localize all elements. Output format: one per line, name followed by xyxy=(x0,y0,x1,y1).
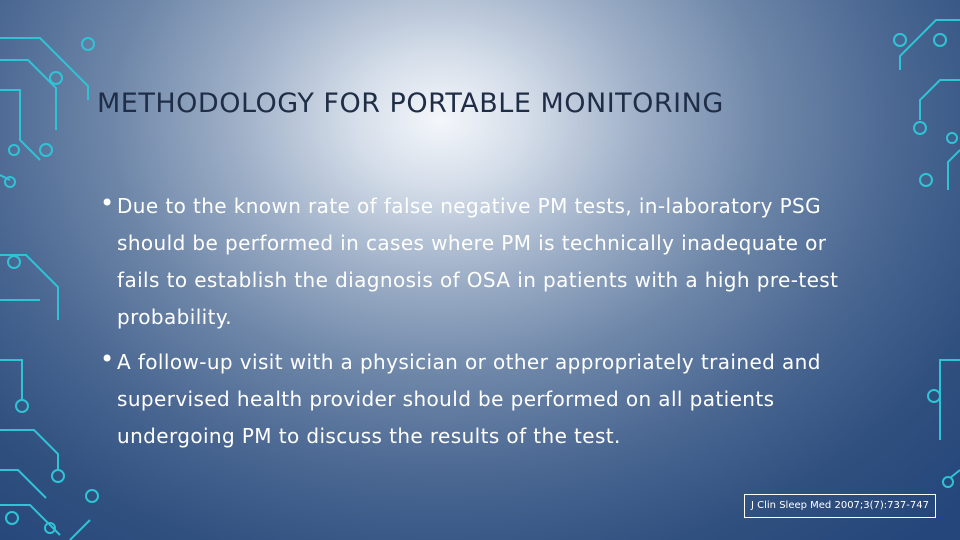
bullet-item xyxy=(100,188,860,336)
slide-title: METHODOLOGY FOR PORTABLE MONITORING xyxy=(97,88,724,119)
bullet-text: Due to the known rate of false negative PM tests, in-laboratory PSG should be performed in cases where PM is technically inadequate or fails to establish the diagnosis of OSA in patients with a high pre-test probability. xyxy=(117,194,839,329)
bullet-text: A follow-up visit with a physician or other appropriately trained and supervised health provider should be performed on all patients undergoing PM to discuss the results of the test. xyxy=(117,350,821,448)
bullet-marker: • xyxy=(100,345,115,373)
bullet-marker: • xyxy=(100,189,115,217)
bullet-item xyxy=(100,344,860,455)
bullet-list xyxy=(100,188,860,463)
citation-box: J Clin Sleep Med 2007;3(7):737-747 xyxy=(744,494,936,518)
